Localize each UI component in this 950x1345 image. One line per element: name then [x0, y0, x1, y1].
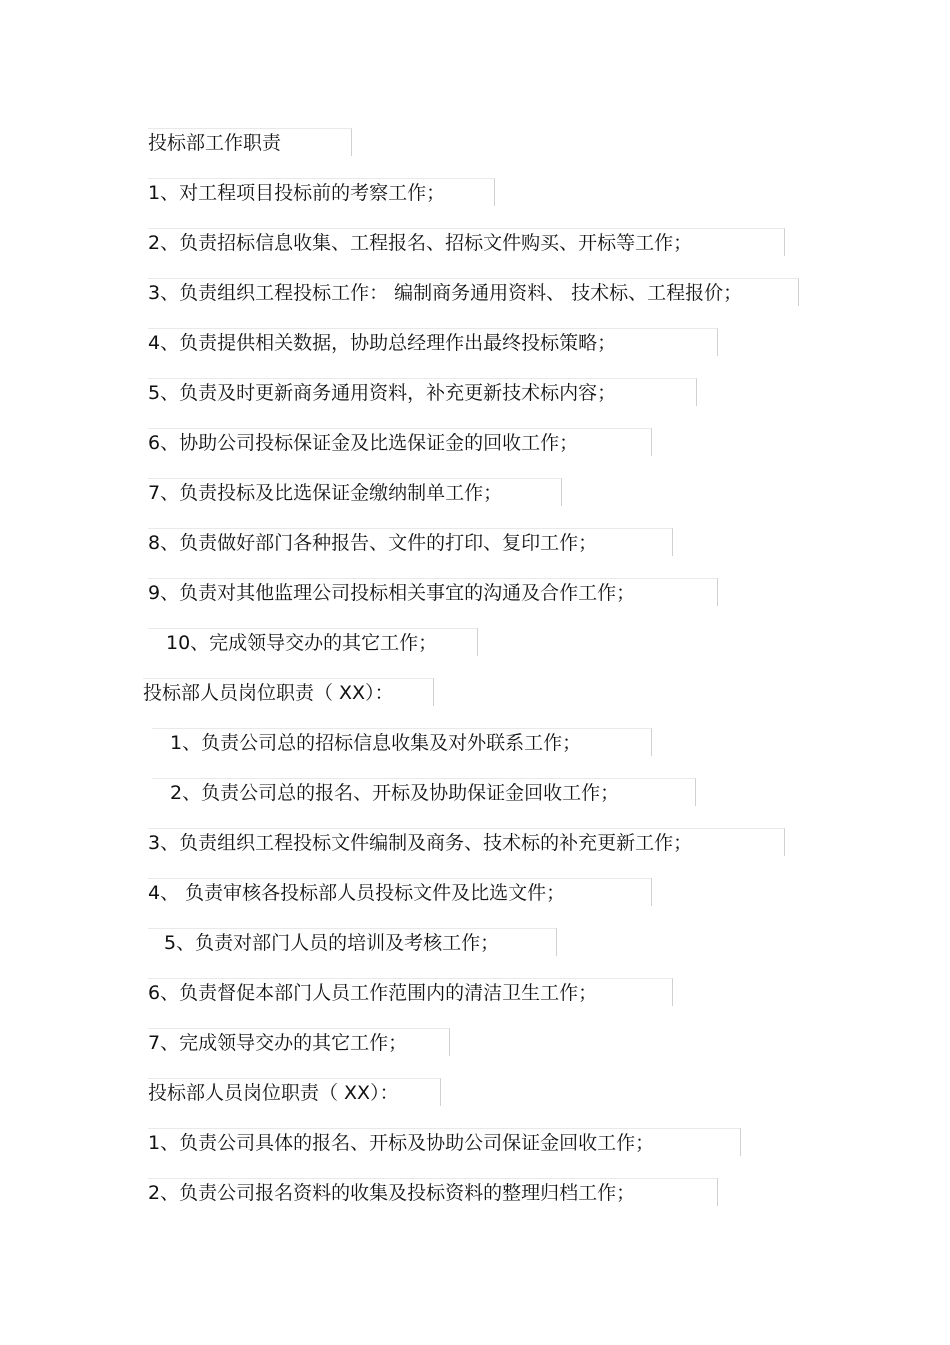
list-item	[148, 978, 673, 1006]
list-item	[152, 778, 696, 806]
list-item	[148, 528, 673, 556]
list-item-text: 1、负责公司总的招标信息收集及对外联系工作；	[170, 732, 582, 754]
list-item-text: 3、负责组织工程投标文件编制及商务、技术标的补充更新工作；	[148, 832, 693, 854]
list-item-text: 10、完成领导交办的其它工作；	[166, 632, 438, 654]
list-item-text: 2、负责公司报名资料的收集及投标资料的整理归档工作；	[148, 1182, 636, 1204]
list-item-text: 5、负责对部门人员的培训及考核工作；	[164, 932, 500, 954]
list-item-text: 3、负责组织工程投标工作： 编制商务通用资料、 技术标、工程报价；	[148, 282, 743, 304]
list-item-text: 6、负责督促本部门人员工作范围内的清洁卫生工作；	[148, 982, 598, 1004]
list-item	[148, 578, 718, 606]
list-item	[148, 1128, 741, 1156]
list-item-text: 9、负责对其他监理公司投标相关事宜的沟通及合作工作；	[148, 582, 636, 604]
document-title	[148, 128, 352, 156]
section-heading	[143, 678, 434, 706]
list-item	[152, 728, 652, 756]
list-item-text: 7、完成领导交办的其它工作；	[148, 1032, 408, 1054]
list-item-text: 1、对工程项目投标前的考察工作；	[148, 182, 446, 204]
list-item-text: 2、负责公司总的报名、开标及协助保证金回收工作；	[170, 782, 620, 804]
list-item-text: 6、协助公司投标保证金及比选保证金的回收工作；	[148, 432, 579, 454]
list-item-text: 4、 负责审核各投标部人员投标文件及比选文件；	[148, 882, 566, 904]
section-heading-text: 投标部人员岗位职责（ XX）：	[143, 682, 394, 704]
section-heading	[148, 1078, 441, 1106]
list-item	[148, 228, 785, 256]
list-item	[148, 1178, 718, 1206]
list-item-text: 7、负责投标及比选保证金缴纳制单工作；	[148, 482, 503, 504]
list-item-text: 5、负责及时更新商务通用资料，补充更新技术标内容；	[148, 382, 617, 404]
list-item	[148, 628, 478, 656]
list-item	[148, 878, 652, 906]
list-item	[148, 278, 799, 306]
section-heading-text: 投标部人员岗位职责（ XX）：	[148, 1082, 399, 1104]
list-item	[148, 828, 785, 856]
list-item	[148, 928, 557, 956]
document-title-text: 投标部工作职责	[148, 132, 282, 154]
list-item	[148, 178, 495, 206]
list-item-text: 2、负责招标信息收集、工程报名、招标文件购买、开标等工作；	[148, 232, 693, 254]
list-item	[148, 328, 718, 356]
list-item	[148, 378, 697, 406]
list-item	[148, 478, 562, 506]
list-item-text: 1、负责公司具体的报名、开标及协助公司保证金回收工作；	[148, 1132, 655, 1154]
list-item-text: 8、负责做好部门各种报告、文件的打印、复印工作；	[148, 532, 598, 554]
list-item	[148, 428, 652, 456]
list-item-text: 4、负责提供相关数据，协助总经理作出最终投标策略；	[148, 332, 617, 354]
list-item	[148, 1028, 450, 1056]
